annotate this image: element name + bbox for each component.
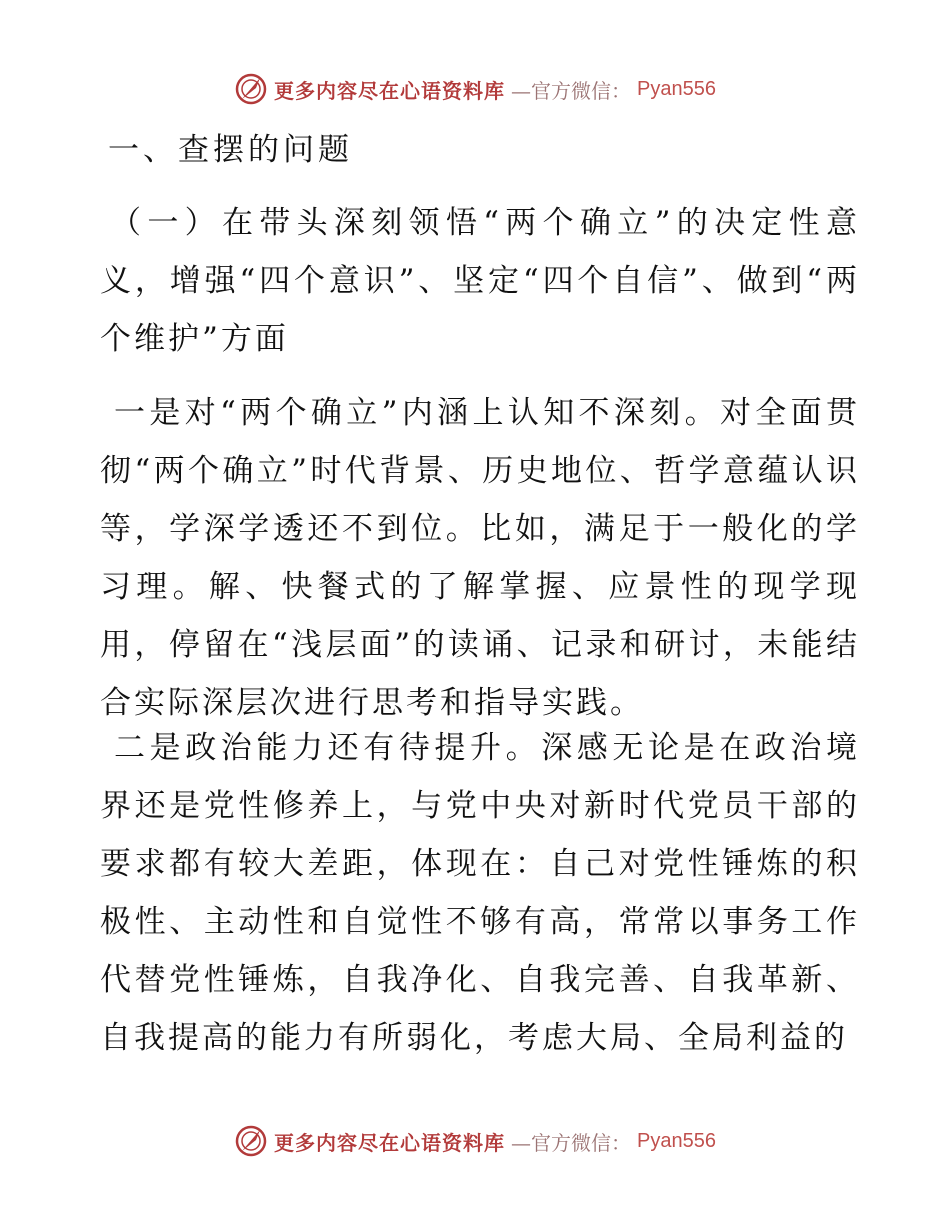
body-paragraph: 一是对“两个确立”内涵上认知不深刻。对全面贯彻“两个确立”时代背景、历史地位、哲学意蕴认识等，学深学透还不到位。比如，满足于一般化的学习理。解、快餐式的了解掌握、应景性的现学现用，停留在“浅层面”的读诵、记录和研讨，未能结合实际深层次进行思考和指导实践。 [100, 395, 860, 721]
subsection-title: （一）在带头深刻领悟“两个确立”的决定性意义，增强“四个意识”、坚定“四个自信”、做到“两个维护”方面 [100, 205, 860, 357]
watermark-sub-text: —官方微信： [511, 1130, 632, 1155]
watermark-main-text: 更多内容尽在心语资料库 [274, 1130, 506, 1155]
watermark-main-text: 更多内容尽在心语资料库 [274, 78, 506, 103]
watermark-wechat-id: Pyan556 [637, 77, 716, 100]
section-heading: 一、查摆的问题 [108, 132, 353, 168]
quill-pen-logo-icon [234, 1124, 268, 1158]
header-watermark [0, 72, 950, 106]
body-paragraph: 二是政治能力还有待提升。深感无论是在政治境界还是党性修养上，与党中央对新时代党员干部的要求都有较大差距，体现在：自己对党性锤炼的积极性、主动性和自觉性不够有高，常常以事务工作代替党性锤炼，自我净化、自我完善、自我革新、自我提高的能力有所弱化，考虑大局、全局利益的 [100, 730, 860, 1056]
footer-watermark [0, 1124, 950, 1158]
watermark-wechat-id: Pyan556 [637, 1129, 716, 1152]
quill-pen-logo-icon [234, 72, 268, 106]
watermark-sub-text: —官方微信： [511, 78, 632, 103]
